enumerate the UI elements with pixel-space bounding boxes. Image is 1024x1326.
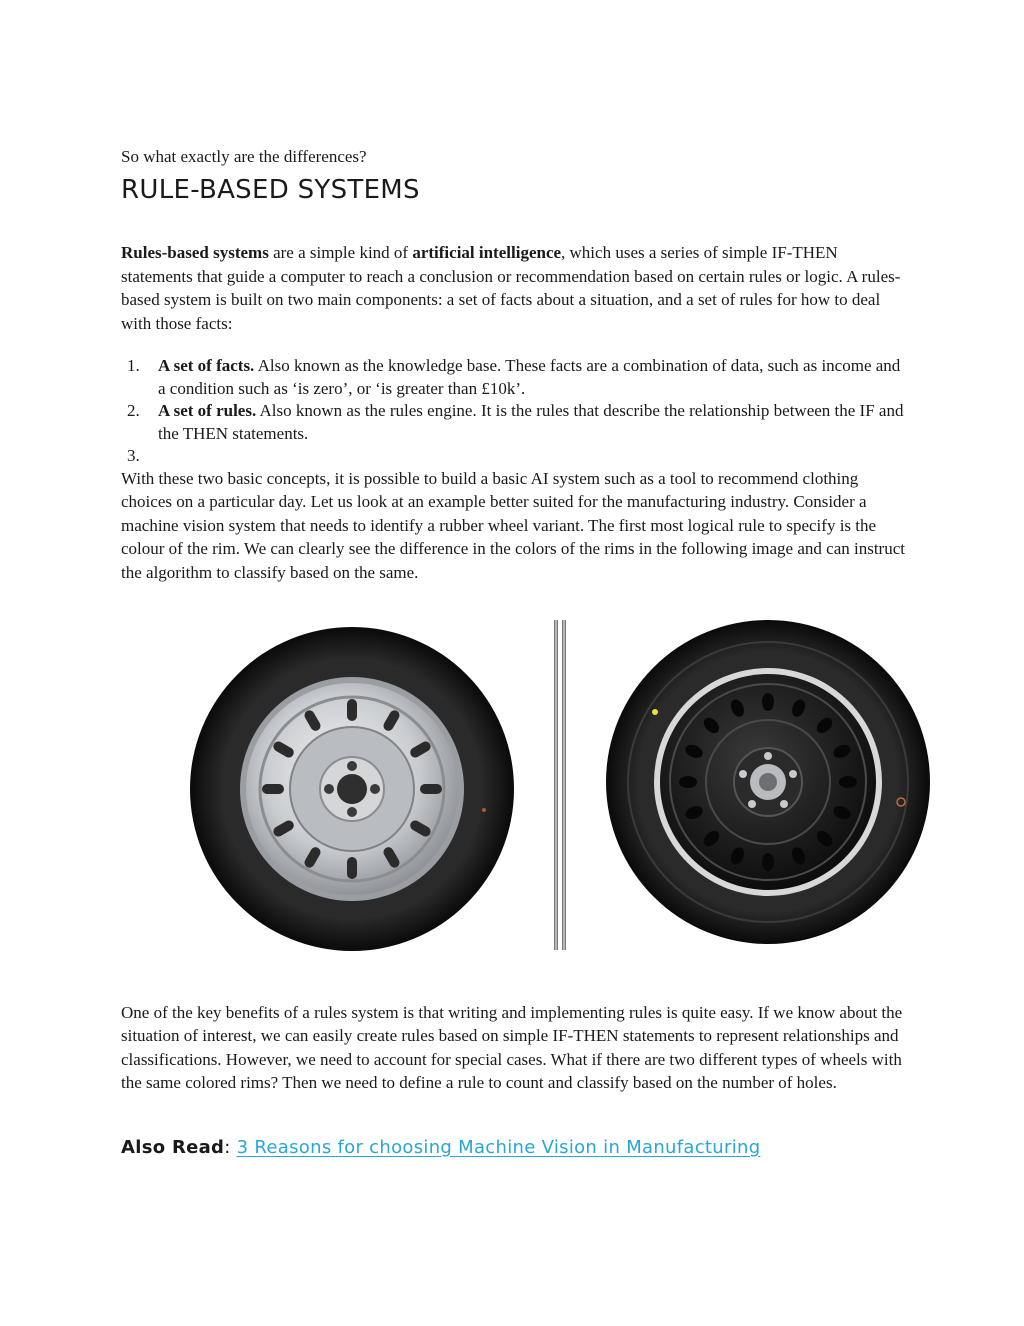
list-item-text: Also known as the rules engine. It is the rules that describe the relationship between the IF and the THEN statements. [158,401,904,443]
list-item [121,400,906,445]
list-item [121,445,906,468]
list-item-text: Also known as the knowledge base. These facts are a combination of data, such as income and a condition such as ‘is zero’, or ‘is greater than £10k’. [158,356,901,398]
page-title: RULE-BASED SYSTEMS [121,175,420,205]
paragraph-example: With these two basic concepts, it is possible to build a basic AI system such as a tool to recommend clothing choices on a particular day. Let us look at an example better suited for the manufacturing industry. Consider a machine vision system that needs to identify a rubber wheel variant. The first most logical rule to specify is the colour of the rim. We can clearly see the difference in the colors of the rims in the following image and can instruct the algorithm to classify based on the same. [121,469,905,582]
tire-black-rim-icon [606,620,930,944]
paragraph-rules-intro [121,241,906,335]
components-list [121,355,906,468]
tire-silver-rim-icon [190,627,514,951]
also-read-link[interactable]: 3 Reasons for choosing Machine Vision in Manufacturing [236,1137,761,1158]
list-item-title: A set of rules. [158,401,257,420]
bold-term-ai: artificial intelligence [412,243,562,262]
intro-text: So what exactly are the differences? [121,147,367,166]
list-number: 2. [127,401,140,420]
wheel-comparison-figure [190,610,930,955]
also-read [121,1134,760,1162]
paragraph-text: are a simple kind of [268,243,413,262]
list-number: 3. [127,446,140,465]
bold-term-rules-based: Rules-based systems [121,243,269,262]
also-read-separator: : [224,1137,237,1158]
list-item [121,355,906,400]
paragraph-text: , which uses a series of simple IF-THEN statements that guide a computer to reach a conclusion or recommendation based on certain rules or logic. A rules-based system is built on two main components: a set of facts about a situation, and a set of rules for how to deal with those facts: [121,243,901,333]
list-item-title: A set of facts. [158,356,255,375]
also-read-label: Also Read [121,1137,225,1158]
paragraph-benefits: One of the key benefits of a rules system is that writing and implementing rules is quite easy. If we know about the situation of interest, we can easily create rules based on simple IF-THEN statements to represent relationships and classifications. However, we need to account for special cases. What if there are two different types of wheels with the same colored rims? Then we need to define a rule to count and classify based on the number of holes. [121,1003,903,1093]
list-number: 1. [127,356,140,375]
divider-icon [554,620,566,950]
